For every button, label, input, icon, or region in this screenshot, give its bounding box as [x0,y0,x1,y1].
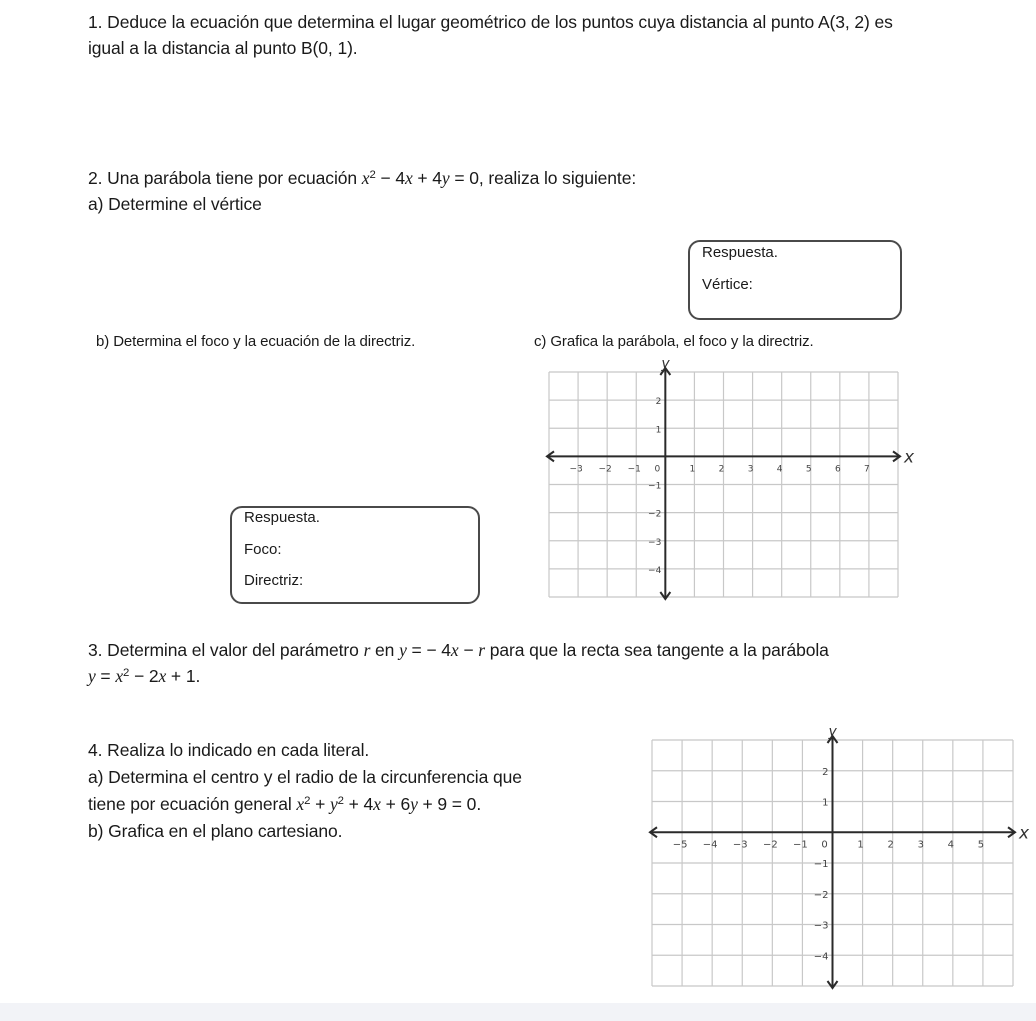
answer-box-title: Respuesta. [244,509,320,526]
question-4-title: 4. Realiza lo indicado en cada literal. [88,740,370,760]
svg-text:−1: −1 [627,464,641,475]
svg-text:y: y [661,356,670,372]
grid-lines [650,724,1030,988]
svg-text:3: 3 [747,464,754,475]
answer-box-title: Respuesta. [702,244,778,261]
svg-text:−2: −2 [598,464,612,475]
svg-text:−3: −3 [732,839,748,851]
svg-text:−4: −4 [702,839,718,851]
svg-text:x: x [904,447,915,468]
focus-field-label: Foco: [244,541,282,558]
question-2-intro: 2. Una parábola tiene por ecuación $x^2 - 4x + 4y = 0$, realiza lo siguiente: [88,168,637,188]
svg-text:−5: −5 [672,839,688,851]
answer-box-vertex[interactable] [688,240,902,320]
svg-text:−2: −2 [648,509,662,520]
svg-text:5: 5 [977,839,985,851]
svg-text:−2: −2 [762,839,778,851]
bottom-bar [0,1003,1036,1021]
svg-text:−2: −2 [813,889,829,901]
question-1-line-2: igual a la distancia al punto B(0, 1). [88,38,358,58]
svg-text:5: 5 [805,464,812,475]
vertex-field-label: Vértice: [702,276,753,293]
svg-text:−1: −1 [793,839,808,851]
svg-text:x: x [1019,823,1030,844]
svg-text:−3: −3 [813,920,829,932]
question-3-line-2: $y = x^2 - 2x + 1$. [88,666,201,686]
svg-text:4: 4 [947,839,955,851]
svg-text:1: 1 [655,425,662,436]
question-4-part-a-line-2: tiene por ecuación general $x^2 + y^2 + 4x + 6y + 9 = 0$. [88,794,482,814]
svg-text:−1: −1 [813,859,829,870]
answer-box-focus-directrix[interactable] [230,506,480,604]
svg-text:y: y [828,724,837,740]
svg-text:3: 3 [917,839,924,851]
directrix-field-label: Directriz: [244,572,304,589]
equation-parabola: $x^2 - 4x + 4y = 0$ [361,168,479,188]
svg-text:6: 6 [834,464,841,475]
svg-text:7: 7 [864,464,870,475]
svg-text:1: 1 [822,797,829,809]
question-2-part-c: c) Grafica la parábola, el foco y la directriz. [534,333,814,350]
svg-text:2: 2 [822,766,829,778]
svg-text:4: 4 [776,464,783,475]
question-2-part-b: b) Determina el foco y la ecuación de la directriz. [96,333,416,350]
svg-text:1: 1 [857,839,864,851]
svg-text:2: 2 [655,397,662,408]
svg-text:0: 0 [821,839,828,851]
svg-text:2: 2 [718,464,725,475]
svg-text:0: 0 [654,464,661,475]
svg-text:−1: −1 [648,481,662,492]
question-2-part-a: a) Determine el vértice [88,194,262,214]
question-1-line-1: 1. Deduce la ecuación que determina el lugar geométrico de los puntos cuya distancia al punto A(3, 2) es [88,12,893,32]
question-4-part-a-line-1: a) Determina el centro y el radio de la circunferencia que [88,767,522,787]
question-3-line-1: 3. Determina el valor del parámetro r en y = − 4x − r para que la recta sea tangente a la parábola [88,640,829,660]
grid-lines [547,356,915,599]
question-4-part-b: b) Grafica en el plano cartesiano. [88,821,343,841]
svg-text:−3: −3 [569,464,583,475]
svg-text:1: 1 [689,464,696,475]
svg-text:2: 2 [887,839,894,851]
svg-text:−4: −4 [648,565,662,576]
svg-text:−3: −3 [648,537,662,548]
svg-text:−4: −4 [813,951,829,963]
